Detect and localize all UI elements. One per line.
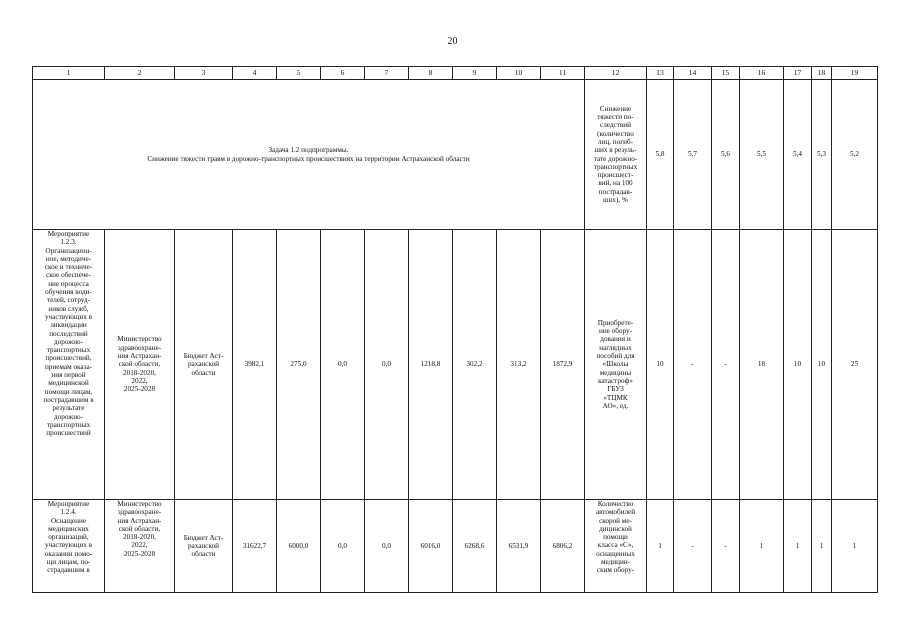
amount-cell: 275,0 (277, 230, 321, 500)
executor-cell: Министерство здравоохране- ния Астрахан- ской области, 2018-2020, 2022, 2025-2028 (105, 500, 175, 593)
value-cell: 1 (740, 500, 784, 593)
indicator-cell: Приобрете- ние обору- дования и наглядных пособий для «Школы медицины катастроф» ГБУЗ «ТЦМК АО», ед. (585, 230, 647, 500)
column-number: 16 (740, 67, 784, 80)
value-cell: 25 (832, 230, 878, 500)
column-number: 11 (541, 67, 585, 80)
column-number: 5 (277, 67, 321, 80)
column-number: 7 (365, 67, 409, 80)
value-cell: - (712, 230, 740, 500)
indicator-cell: Количество автомобилей скорой ме- дицинской помощи класса «С», оснащенных медицин- ским обору- (585, 500, 647, 593)
column-number: 2 (105, 67, 175, 80)
program-table (32, 66, 878, 593)
task-title-line2: Снижение тяжести травм в дорожно-транспортных происшествиях на территории Астраханской области (147, 154, 470, 163)
value-cell: 1 (647, 500, 674, 593)
task-indicator-cell: Снижение тяжести по- следствий (количество лиц, погиб- ших в резуль- тате дорожно- транспортных происшест- вий, на 100 пострадав- ших), % (585, 80, 647, 230)
task-value-cell: 5,7 (674, 80, 712, 230)
value-cell: 1 (812, 500, 832, 593)
source-cell: Бюджет Аст- раханской области (175, 500, 233, 593)
column-number: 9 (453, 67, 497, 80)
amount-cell: 6806,2 (541, 500, 585, 593)
amount-cell: 6531,9 (497, 500, 541, 593)
column-number: 10 (497, 67, 541, 80)
executor-cell: Министерство здравоохране- ния Астрахан- ской области, 2018-2020, 2022, 2025-2028 (105, 230, 175, 500)
amount-cell: 31622,7 (233, 500, 277, 593)
value-cell: 18 (740, 230, 784, 500)
amount-cell: 6016,0 (409, 500, 453, 593)
column-number: 6 (321, 67, 365, 80)
amount-cell: 3982,1 (233, 230, 277, 500)
table-row (33, 230, 878, 500)
column-number: 1 (33, 67, 105, 80)
column-number: 17 (784, 67, 812, 80)
value-cell: 10 (647, 230, 674, 500)
task-value-cell: 5,6 (712, 80, 740, 230)
value-cell: - (674, 500, 712, 593)
value-cell: - (712, 500, 740, 593)
column-number: 15 (712, 67, 740, 80)
measure-cell: Мероприятие 1.2.3. Организацион- ное, методиче- ское и техниче- ское обеспече- ние процесса обучения води- телей, сотруд- ников служб, участвующих в ликвидации последствий дорожно- транспортных происшествий, приемам оказа- ния первой медицинской помощи лицам, пострадавшим в результате дорожно- транспортных происшествий (33, 230, 105, 500)
column-number: 19 (832, 67, 878, 80)
task-value-cell: 5,8 (647, 80, 674, 230)
task-value-cell: 5,3 (812, 80, 832, 230)
column-number: 8 (409, 67, 453, 80)
source-cell: Бюджет Аст- раханской области (175, 230, 233, 500)
task-row (33, 80, 878, 230)
task-title-cell (33, 80, 585, 230)
column-number: 13 (647, 67, 674, 80)
task-value-cell: 5,5 (740, 80, 784, 230)
amount-cell: 0,0 (321, 230, 365, 500)
amount-cell: 1872,9 (541, 230, 585, 500)
task-value-cell: 5,4 (784, 80, 812, 230)
value-cell: 10 (784, 230, 812, 500)
column-number: 18 (812, 67, 832, 80)
column-number: 3 (175, 67, 233, 80)
task-value-cell: 5,2 (832, 80, 878, 230)
value-cell: - (674, 230, 712, 500)
amount-cell: 6000,0 (277, 500, 321, 593)
amount-cell: 302,2 (453, 230, 497, 500)
amount-cell: 313,2 (497, 230, 541, 500)
column-number-row (33, 67, 878, 80)
value-cell: 1 (784, 500, 812, 593)
value-cell: 1 (832, 500, 878, 593)
amount-cell: 0,0 (321, 500, 365, 593)
column-number: 4 (233, 67, 277, 80)
measure-cell: Мероприятие 1.2.4. Оснащение медицинских организаций, участвующих в оказании помо- щи лицам, по- страдавшим в (33, 500, 105, 593)
column-number: 14 (674, 67, 712, 80)
amount-cell: 6268,6 (453, 500, 497, 593)
amount-cell: 1218,8 (409, 230, 453, 500)
value-cell: 10 (812, 230, 832, 500)
page-number: 20 (447, 36, 458, 47)
table-row (33, 500, 878, 593)
task-title-line1: Задача 1.2 подпрограммы. (268, 146, 349, 155)
amount-cell: 0,0 (365, 230, 409, 500)
amount-cell: 0,0 (365, 500, 409, 593)
column-number: 12 (585, 67, 647, 80)
